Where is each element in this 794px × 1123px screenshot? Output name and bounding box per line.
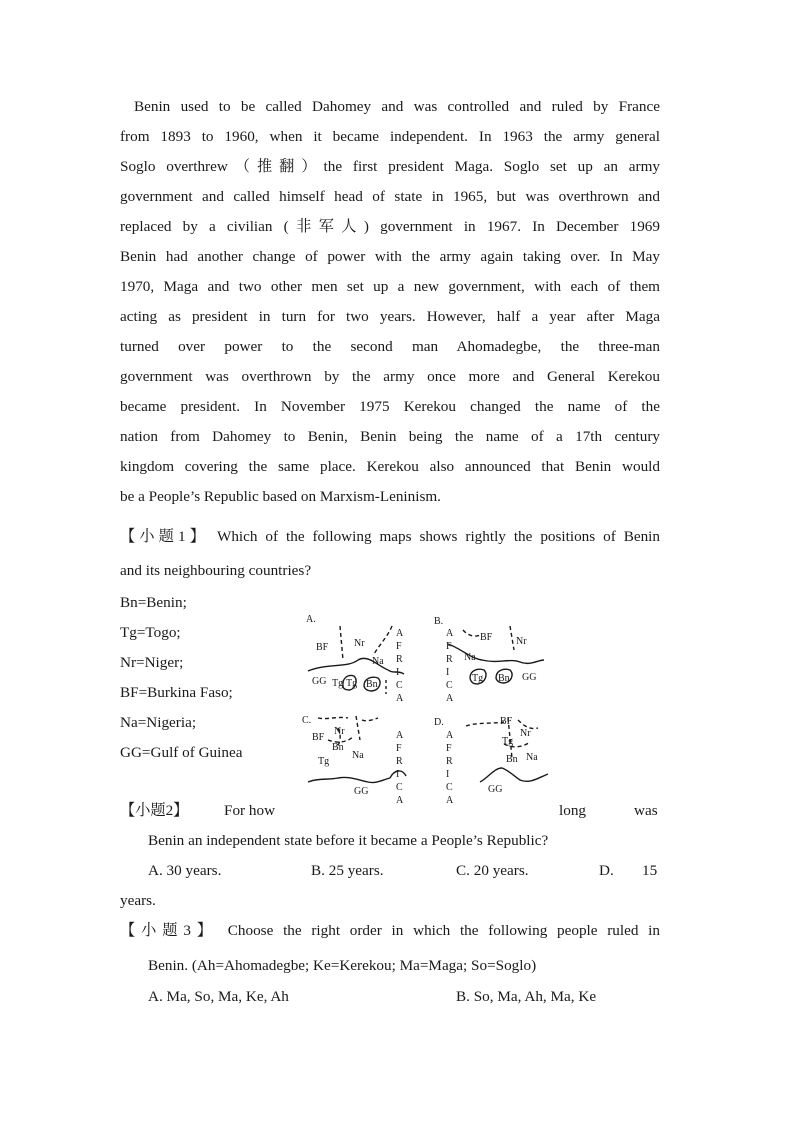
question-2-option-c: C. 20 years. bbox=[456, 862, 529, 879]
map-a-nr: Nr bbox=[354, 638, 365, 649]
africa-letter: I bbox=[446, 667, 450, 678]
africa-letter: F bbox=[446, 743, 452, 754]
passage-line: replaced by a civilian (非军人) government in 1967. In December 1969 bbox=[120, 218, 660, 235]
passage-line: Benin used to be called Dahomey and was controlled and ruled by France bbox=[134, 98, 660, 115]
africa-letter: F bbox=[446, 641, 452, 652]
africa-letter: C bbox=[446, 782, 453, 793]
africa-letter: A bbox=[446, 693, 454, 704]
map-a-tg-box: Tg bbox=[346, 678, 358, 689]
africa-letter: A bbox=[446, 628, 454, 639]
map-a-gg: GG bbox=[312, 676, 327, 687]
map-c-bn: Bn bbox=[332, 742, 344, 753]
question-2-option-a: A. 30 years. bbox=[148, 862, 222, 879]
map-d-bn: Bn bbox=[506, 754, 518, 765]
question-1-line-1: 【小题1】 Which of the following maps shows rightly the positions of Benin bbox=[120, 528, 660, 545]
legend-item: Na=Nigeria; bbox=[120, 714, 197, 731]
map-b-tg: Tg bbox=[472, 673, 484, 684]
map-a-bf: BF bbox=[316, 642, 329, 653]
map-d bbox=[466, 718, 548, 782]
africa-letter: A bbox=[396, 795, 404, 806]
africa-letter: A bbox=[396, 693, 404, 704]
map-d-gg: GG bbox=[488, 784, 503, 795]
maps-svg bbox=[298, 608, 558, 808]
africa-letter: I bbox=[446, 769, 450, 780]
passage-line: kingdom covering the same place. Kerekou also announced that Benin would bbox=[120, 458, 660, 475]
africa-letter: A bbox=[446, 795, 454, 806]
passage-line: 1970, Maga and two other men set up a new government, with each of them bbox=[120, 278, 660, 295]
map-c-nr: Nr bbox=[334, 726, 345, 737]
passage-line: nation from Dahomey to Benin, Benin being the name of a 17th century bbox=[120, 428, 660, 445]
legend-item: GG=Gulf of Guinea bbox=[120, 744, 243, 761]
question-2-long: long bbox=[559, 802, 587, 819]
map-b-label: B. bbox=[434, 616, 444, 627]
question-1-line-2: and its neighbouring countries? bbox=[120, 562, 312, 579]
africa-letter: A bbox=[396, 730, 404, 741]
passage-line: government and called himself head of state in 1965, but was overthrown and bbox=[120, 188, 660, 205]
passage-line: turned over power to the second man Ahomadegbe, the three-man bbox=[120, 338, 660, 355]
passage-line: government was overthrown by the army once more and General Kerekou bbox=[120, 368, 660, 385]
legend-item: Nr=Niger; bbox=[120, 654, 184, 671]
africa-letter: C bbox=[396, 782, 403, 793]
passage-line: acting as president in turn for two years. However, half a year after Maga bbox=[120, 308, 660, 325]
question-2-line-2: Benin an independent state before it became a People’s Republic? bbox=[148, 832, 549, 849]
question-3-line-2: Benin. (Ah=Ahomadegbe; Ke=Kerekou; Ma=Maga; So=Soglo) bbox=[148, 957, 537, 974]
map-b-bn: Bn bbox=[498, 673, 510, 684]
africa-letter: C bbox=[396, 680, 403, 691]
africa-letter: A bbox=[446, 730, 454, 741]
africa-letter: F bbox=[396, 743, 402, 754]
africa-letter: F bbox=[396, 641, 402, 652]
map-d-nr: Nr bbox=[520, 728, 531, 739]
africa-letter: I bbox=[396, 769, 400, 780]
map-b-na: Na bbox=[464, 652, 476, 663]
map-a-na: Na bbox=[372, 656, 384, 667]
question-2-label: 【小题2】 bbox=[120, 802, 189, 819]
passage-line: from 1893 to 1960, when it became independent. In 1963 the army general bbox=[120, 128, 660, 145]
question-2-was: was bbox=[634, 802, 658, 819]
map-d-label: D. bbox=[434, 717, 444, 728]
africa-letter: I bbox=[396, 667, 400, 678]
map-b-bf: BF bbox=[480, 632, 493, 643]
africa-letter: A bbox=[396, 628, 404, 639]
passage-line: Benin had another change of power with the army again taking over. In May bbox=[120, 248, 660, 265]
passage-line: became president. In November 1975 Kerekou changed the name of the bbox=[120, 398, 660, 415]
question-2-option-d-continued: years. bbox=[120, 892, 156, 909]
africa-letter: R bbox=[446, 756, 453, 767]
map-d-na: Na bbox=[526, 752, 538, 763]
question-3-option-b: B. So, Ma, Ah, Ma, Ke bbox=[456, 988, 597, 1005]
map-d-tg: Tg bbox=[502, 736, 514, 747]
question-3-option-a: A. Ma, So, Ma, Ke, Ah bbox=[148, 988, 289, 1005]
legend-item: Tg=Togo; bbox=[120, 624, 181, 641]
africa-letter: C bbox=[446, 680, 453, 691]
map-c-label: C. bbox=[302, 715, 312, 726]
map-a-tg: Tg bbox=[332, 678, 344, 689]
map-c-bf: BF bbox=[312, 732, 325, 743]
africa-letter: R bbox=[446, 654, 453, 665]
question-2-option-d-number: 15 bbox=[642, 862, 658, 879]
passage-line: be a People’s Republic based on Marxism-Leninism. bbox=[120, 488, 441, 505]
legend-item: BF=Burkina Faso; bbox=[120, 684, 233, 701]
passage bbox=[120, 92, 660, 512]
map-b-nr: Nr bbox=[516, 636, 527, 647]
question-3-line-1: 【小题3】 Choose the right order in which the following people ruled in bbox=[120, 922, 660, 939]
map-a-bn: Bn bbox=[366, 679, 378, 690]
map-legend bbox=[120, 588, 242, 768]
africa-letter: R bbox=[396, 654, 403, 665]
question-2-option-d: D. bbox=[599, 862, 614, 879]
map-c-gg: GG bbox=[354, 786, 369, 797]
question-2-option-b: B. 25 years. bbox=[311, 862, 384, 879]
map-c-tg: Tg bbox=[318, 756, 330, 767]
question-2-for-how: For how bbox=[224, 802, 276, 819]
map-a-label: A. bbox=[306, 614, 316, 625]
legend-item: Bn=Benin; bbox=[120, 594, 187, 611]
map-c-na: Na bbox=[352, 750, 364, 761]
passage-line: Soglo overthrew（推翻）the first president Maga. Soglo set up an army bbox=[120, 158, 660, 175]
map-b-gg: GG bbox=[522, 672, 537, 683]
africa-letter: R bbox=[396, 756, 403, 767]
map-d-bf: BF bbox=[500, 716, 513, 727]
maps-figure bbox=[298, 608, 558, 808]
